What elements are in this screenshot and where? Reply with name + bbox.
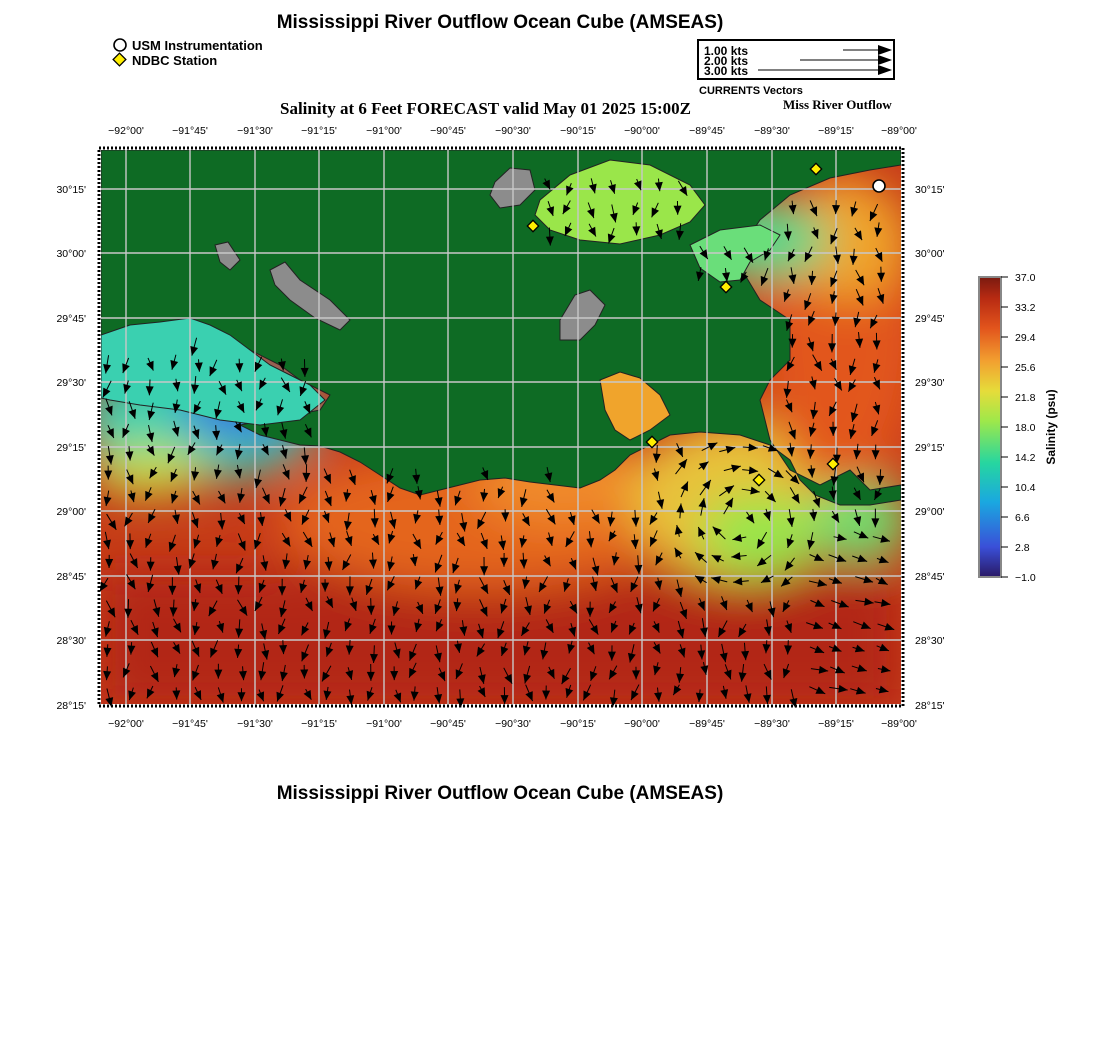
svg-text:−90°30': −90°30' xyxy=(495,718,531,730)
svg-text:14.2: 14.2 xyxy=(1015,452,1036,464)
lon-axis-bottom xyxy=(108,718,917,730)
region-label: Miss River Outflow xyxy=(783,97,892,112)
lat-axis-left xyxy=(56,184,86,712)
svg-text:−91°45': −91°45' xyxy=(172,718,208,730)
svg-text:−89°00': −89°00' xyxy=(881,718,917,730)
svg-text:−91°30': −91°30' xyxy=(237,718,273,730)
vector-key-caption: CURRENTS Vectors xyxy=(699,85,803,97)
svg-text:29°45': 29°45' xyxy=(915,313,945,325)
svg-text:−89°15': −89°15' xyxy=(818,125,854,137)
page-title: Mississippi River Outflow Ocean Cube (AMSEAS) xyxy=(276,12,724,33)
svg-text:−90°15': −90°15' xyxy=(560,718,596,730)
svg-text:−91°15': −91°15' xyxy=(301,125,337,137)
svg-text:−90°00': −90°00' xyxy=(624,718,660,730)
svg-text:30°00': 30°00' xyxy=(915,248,945,260)
svg-text:29°00': 29°00' xyxy=(915,506,945,518)
svg-text:29°45': 29°45' xyxy=(56,313,86,325)
svg-text:−89°30': −89°30' xyxy=(754,125,790,137)
vector-key-2: 2.00 kts xyxy=(704,54,749,68)
svg-text:−89°45': −89°45' xyxy=(689,125,725,137)
svg-text:−91°15': −91°15' xyxy=(301,718,337,730)
svg-text:2.8: 2.8 xyxy=(1015,542,1030,554)
svg-text:−90°45': −90°45' xyxy=(430,718,466,730)
svg-text:−89°15': −89°15' xyxy=(818,718,854,730)
svg-text:28°45': 28°45' xyxy=(915,571,945,583)
salinity-field xyxy=(80,150,920,710)
svg-text:29°30': 29°30' xyxy=(56,377,86,389)
footer-title: Mississippi River Outflow Ocean Cube (AMSEAS) xyxy=(276,783,724,804)
svg-text:25.6: 25.6 xyxy=(1015,362,1036,374)
svg-text:−89°30': −89°30' xyxy=(754,718,790,730)
svg-text:−91°30': −91°30' xyxy=(237,125,273,137)
svg-text:−91°00': −91°00' xyxy=(366,125,402,137)
svg-text:28°30': 28°30' xyxy=(56,635,86,647)
svg-text:28°15': 28°15' xyxy=(56,700,86,712)
svg-text:29°15': 29°15' xyxy=(915,442,945,454)
svg-text:−1.0: −1.0 xyxy=(1015,572,1036,584)
svg-text:10.4: 10.4 xyxy=(1015,482,1036,494)
svg-text:30°00': 30°00' xyxy=(56,248,86,260)
legend-ndbc-label: NDBC Station xyxy=(132,52,218,68)
svg-text:28°45': 28°45' xyxy=(56,571,86,583)
lat-axis-right xyxy=(915,184,945,712)
vector-key-3: 3.00 kts xyxy=(704,64,749,78)
svg-text:29°15': 29°15' xyxy=(56,442,86,454)
svg-text:33.2: 33.2 xyxy=(1015,302,1036,314)
svg-text:28°15': 28°15' xyxy=(915,700,945,712)
plot-title: Salinity at 6 Feet FORECAST valid May 01 2025 15:00Z xyxy=(280,99,691,118)
svg-text:29°00': 29°00' xyxy=(56,506,86,518)
svg-text:29°30': 29°30' xyxy=(915,377,945,389)
svg-text:29.4: 29.4 xyxy=(1015,332,1036,344)
svg-text:−90°15': −90°15' xyxy=(560,125,596,137)
svg-text:−89°45': −89°45' xyxy=(689,718,725,730)
usm-station-marker xyxy=(873,180,885,192)
legend-usm-label: USM Instrumentation xyxy=(132,37,263,53)
lon-axis-top xyxy=(108,125,917,137)
svg-text:−90°30': −90°30' xyxy=(495,125,531,137)
vector-key-1: 1.00 kts xyxy=(704,44,749,58)
svg-text:30°15': 30°15' xyxy=(915,184,945,196)
svg-text:28°30': 28°30' xyxy=(915,635,945,647)
svg-text:−90°00': −90°00' xyxy=(624,125,660,137)
svg-text:37.0: 37.0 xyxy=(1015,272,1036,284)
svg-text:−92°00': −92°00' xyxy=(108,125,144,137)
svg-text:21.8: 21.8 xyxy=(1015,392,1036,404)
colorbar xyxy=(979,272,1058,584)
svg-text:−92°00': −92°00' xyxy=(108,718,144,730)
colorbar-label: Salinity (psu) xyxy=(1044,389,1058,465)
svg-text:18.0: 18.0 xyxy=(1015,422,1036,434)
svg-text:6.6: 6.6 xyxy=(1015,512,1030,524)
svg-text:−90°45': −90°45' xyxy=(430,125,466,137)
svg-text:−91°00': −91°00' xyxy=(366,718,402,730)
svg-text:30°15': 30°15' xyxy=(56,184,86,196)
svg-text:−89°00': −89°00' xyxy=(881,125,917,137)
svg-text:−91°45': −91°45' xyxy=(172,125,208,137)
